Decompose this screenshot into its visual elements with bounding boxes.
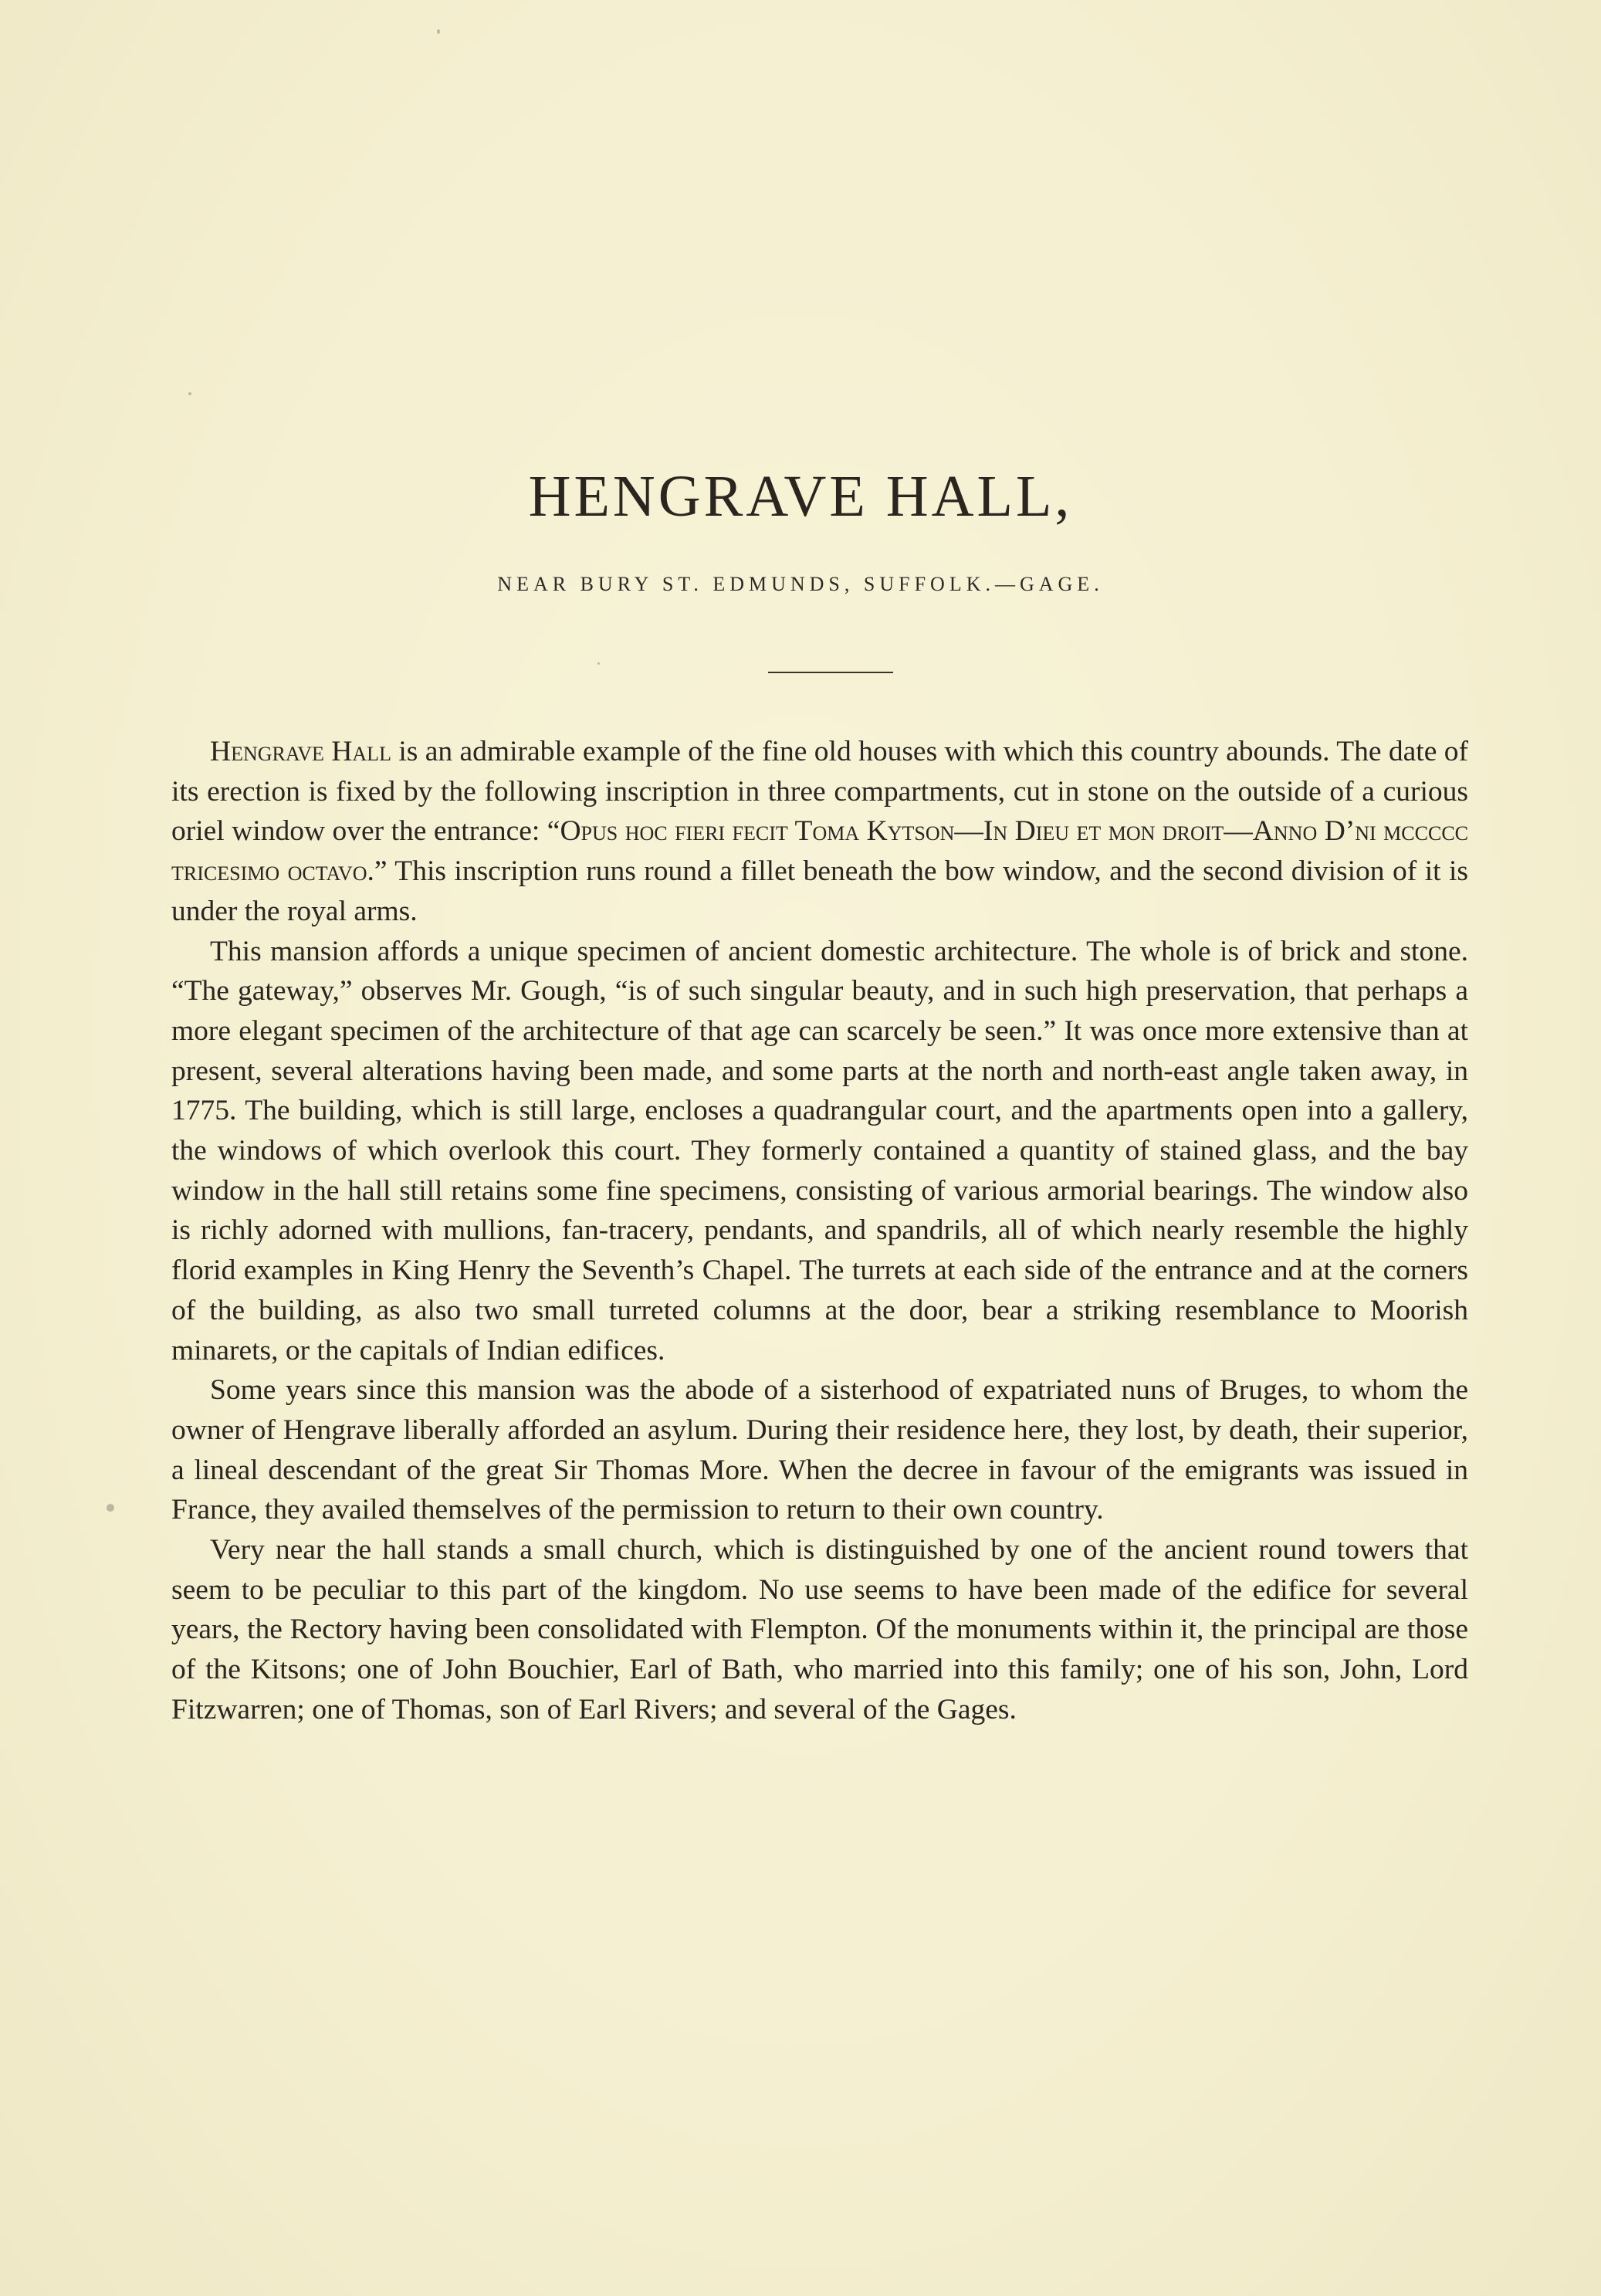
paragraph-1-text-a: is an admirable example of the fine old houses with which this country abounds. The date of its erection is fixed by the following inscription in three compartments, cut in stone on the outside of a curious oriel window over the entrance: “ <box>171 736 1468 848</box>
paper-speck <box>597 662 600 665</box>
title-rule <box>768 672 893 673</box>
page-subtitle: NEAR BURY ST. EDMUNDS, SUFFOLK.—GAGE. <box>497 573 1104 595</box>
paragraph-4: Very near the hall stands a small church, which is distinguished by one of the ancient round towers that seem to be peculiar to this part of the kingdom. No use seems to have been made of the edifice for several years, the Rectory having been consolidated with Flempton. Of the monuments within it, the principal are those of the Kitsons; one of John Bouchier, Earl of Bath, who married into this family; one of his son, John, Lord Fitzwarren; one of Thomas, son of Earl Rivers; and several of the Gages. <box>171 1534 1468 1725</box>
paragraph-3: Some years since this mansion was the abode of a sisterhood of expatriated nuns of Bruges, to whom the owner of Hengrave liberally afforded an asylum. During their residence here, they lost, by death, their superior, a lineal descendant of the great Sir Thomas More. When the decree in favour of the emigrants was issued in France, they availed themselves of the permission to return to their own country. <box>171 1374 1468 1526</box>
paragraph-2: This mansion affords a unique specimen of ancient domestic architecture. The whole is of brick and stone. “The gateway,” observes Mr. Gough, “is of such singular beauty, and in such high preservation, that perhaps a more elegant specimen of the architecture of that age can scarcely be seen.” It was once more extensive than at present, several alterations having been made, and some parts at the north and north-east angle taken away, in 1775. The building, which is still large, encloses a quadrangular court, and the apartments open into a gallery, the windows of which overlook this court. They formerly contained a quantity of stained glass, and the bay window in the hall still retains some fine specimens, consisting of various armorial bearings. The window also is richly adorned with mullions, fan-tracery, pendants, and spandrils, all of which nearly resemble the highly florid examples in King Henry the Seventh’s Chapel. The turrets at each side of the entrance and at the corners of the building, as also two small turreted columns at the door, bear a striking resemblance to Moorish minarets, or the capitals of Indian edifices. <box>171 935 1468 1366</box>
paragraph-1 <box>171 732 1468 932</box>
article-body <box>171 732 1468 1730</box>
lead-in: Hengrave Hall <box>210 736 391 767</box>
paper-speck <box>188 392 191 395</box>
paper-speck <box>107 1504 114 1512</box>
paragraph-1-text-b: ” This inscription runs round a fillet beneath the bow window, and the second division of it is under the royal arms. <box>171 855 1469 927</box>
inscription: Opus hoc fieri fecit Toma Kytson—In Dieu et mon droit—Anno D’ni mccccc tricesimo octavo. <box>171 815 1468 888</box>
page-title: HENGRAVE HALL, <box>528 464 1073 529</box>
paper-speck <box>437 29 440 34</box>
